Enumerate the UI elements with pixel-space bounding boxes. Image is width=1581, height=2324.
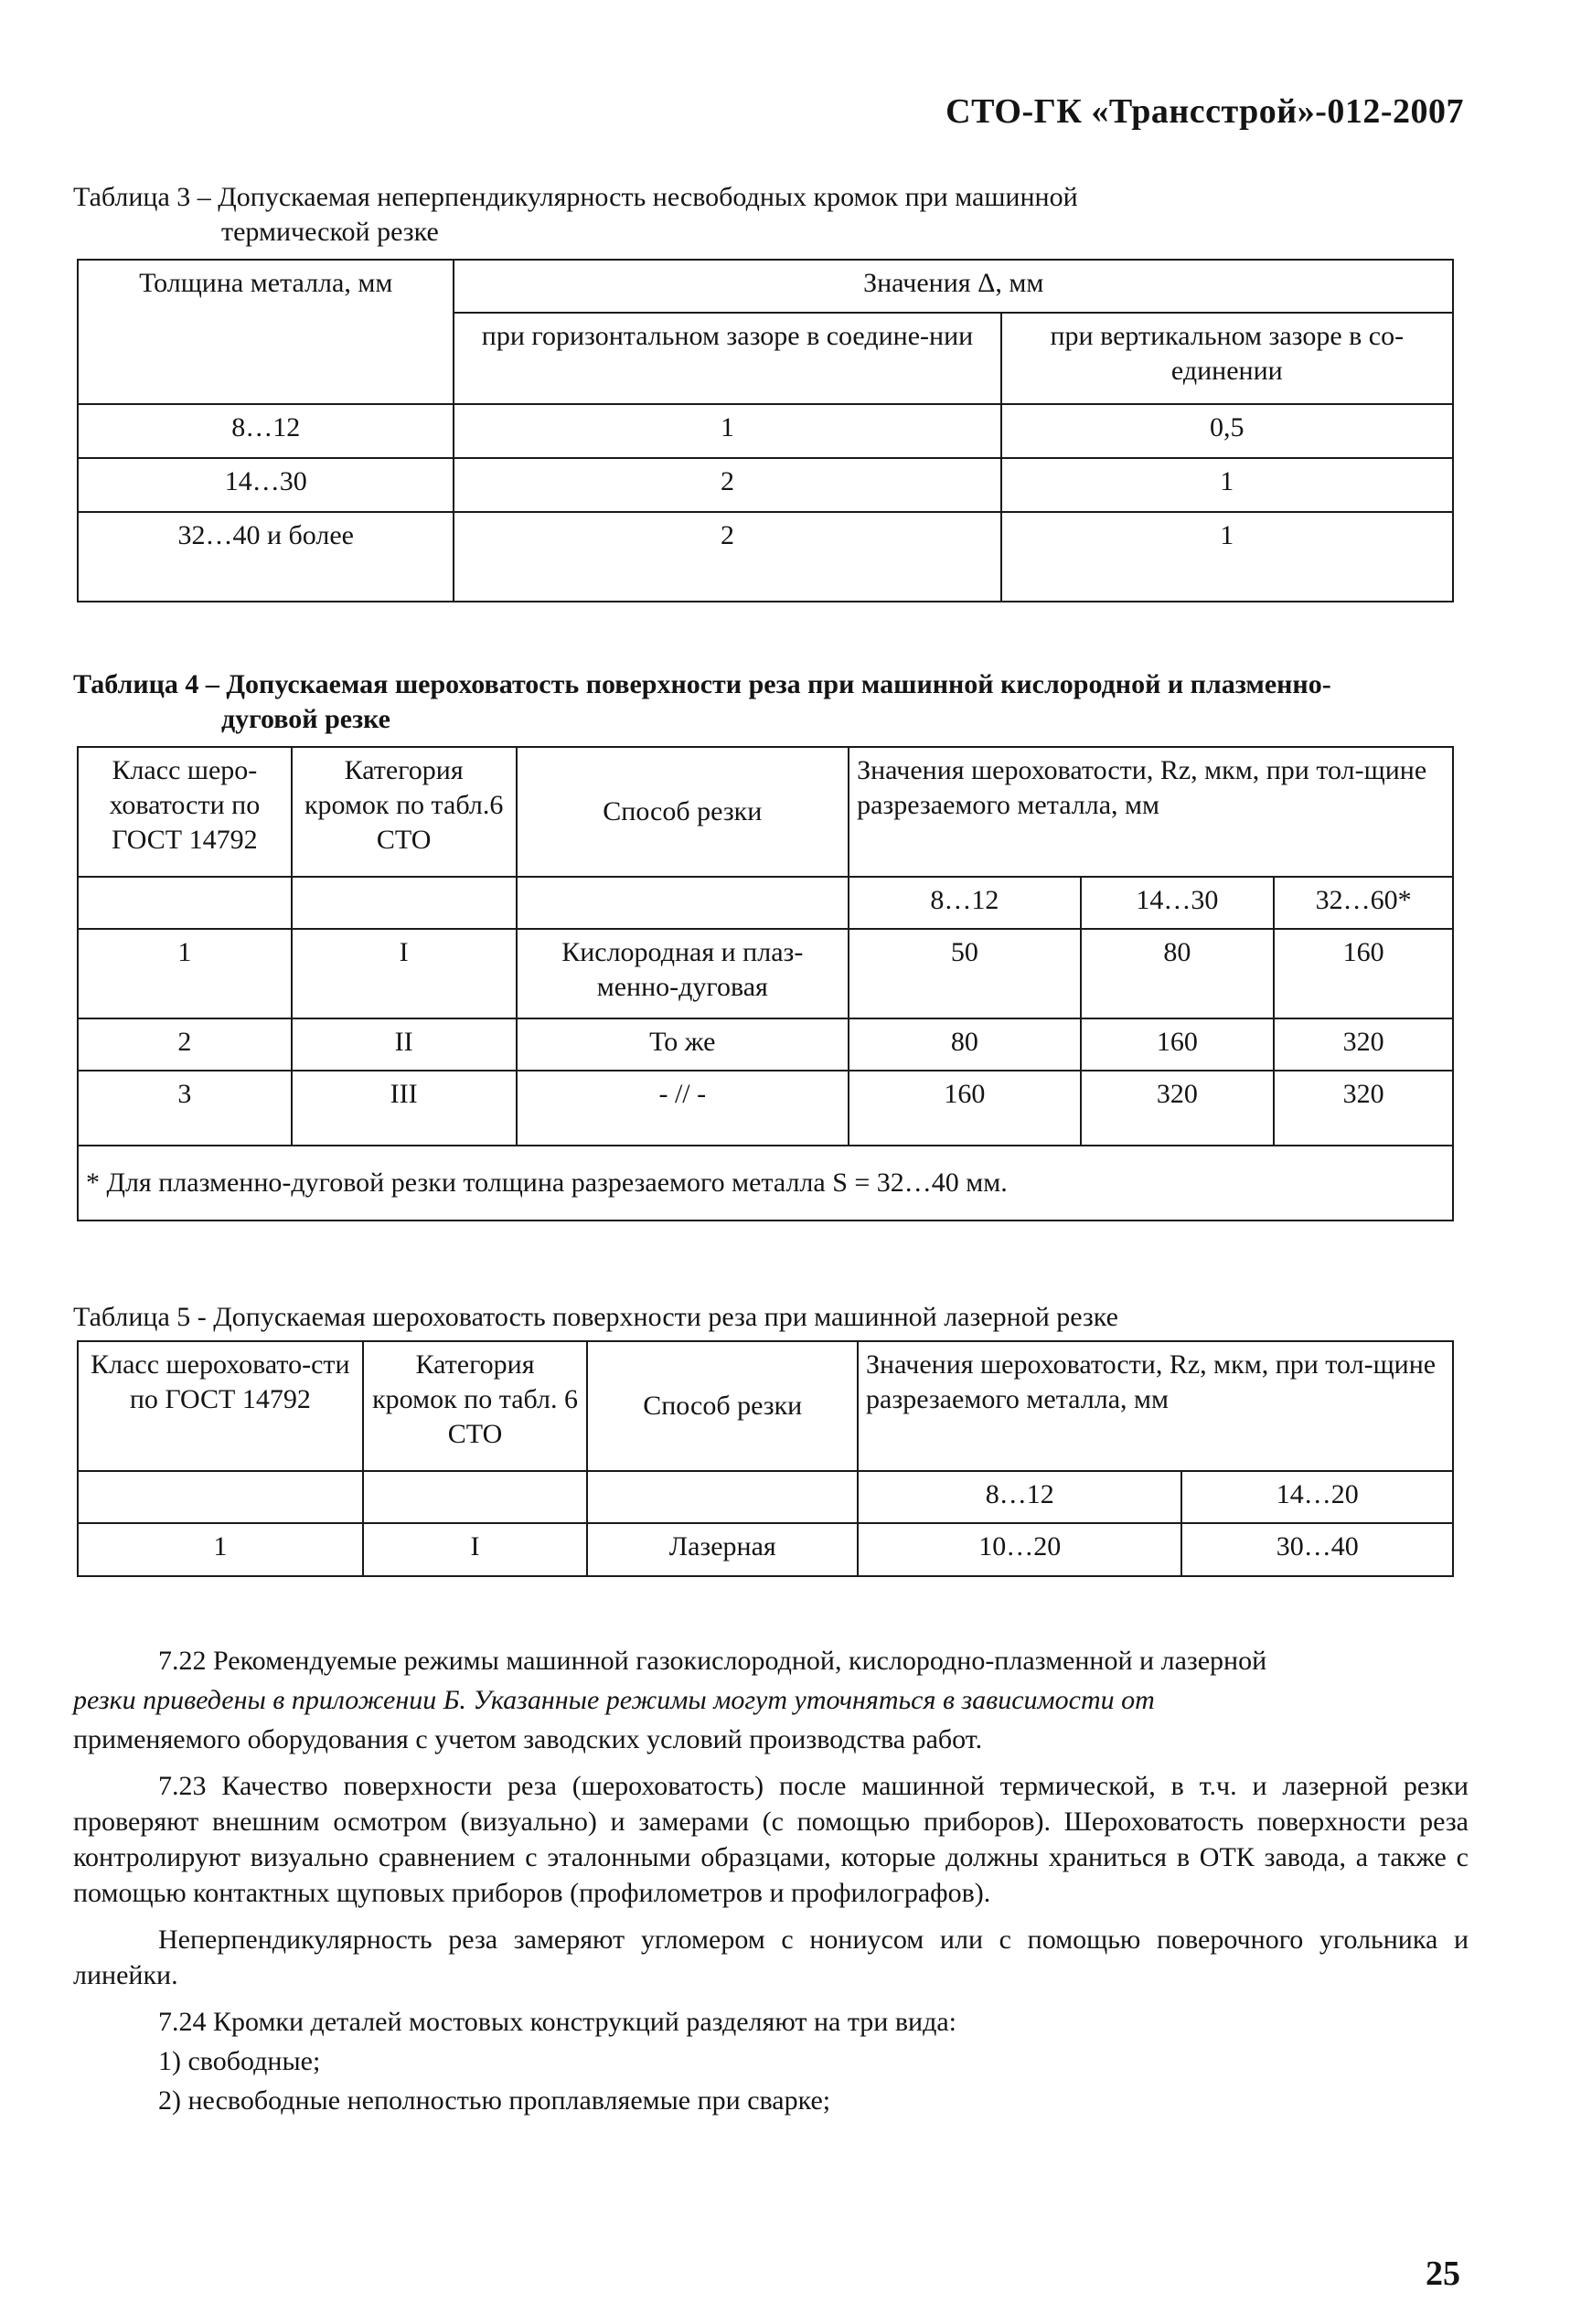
table4 — [77, 746, 1454, 1221]
table-row — [78, 404, 1453, 458]
table3-cell: 2 — [454, 512, 1000, 602]
table4-cell: II — [292, 1018, 517, 1071]
table5-head-category: Категория кромок по табл. 6 СТО — [363, 1341, 588, 1471]
paragraph-7-24: 7.24 Кромки деталей мостовых конструкций разделяют на три вида: — [158, 2007, 956, 2037]
table4-caption-line1: Таблица 4 – Допускаемая шероховатость поверхности реза при машинной кислородной и плазменно- — [73, 669, 1331, 699]
table4-cell: 160 — [1081, 1018, 1275, 1071]
paragraph-7-22-line1: 7.22 Рекомендуемые режимы машинной газокислородной, кислородно-плазменной и лазерной — [158, 1646, 1267, 1676]
table4-cell: 80 — [1081, 929, 1275, 1018]
table3-caption-line2: термической резке — [221, 217, 439, 247]
table4-head-category: Категория кромок по табл.6 СТО — [292, 747, 517, 877]
table4-cell: 1 — [78, 929, 292, 1018]
table3-caption — [73, 180, 1078, 250]
table5-empty-cell — [363, 1471, 588, 1523]
table3 — [77, 259, 1454, 602]
table4-range: 14…30 — [1081, 877, 1275, 929]
table4-cell: Кислородная и плаз-менно-дуговая — [517, 929, 849, 1018]
table-row — [78, 1018, 1453, 1071]
table5-empty-cell — [587, 1471, 858, 1523]
table5-cell: I — [363, 1523, 588, 1576]
paragraph-7-22-line2 — [73, 1682, 1469, 1718]
table4-empty-cell — [78, 877, 292, 929]
table4-cell: 320 — [1274, 1018, 1453, 1071]
table4-caption-line2: дуговой резке — [221, 704, 390, 734]
table5-cell: 30…40 — [1181, 1523, 1453, 1576]
table5-range: 8…12 — [858, 1471, 1181, 1523]
table4-cell: 2 — [78, 1018, 292, 1071]
table4-cell: 160 — [1274, 929, 1453, 1018]
table3-head-horizontal: при горизонтальном зазоре в соедине-нии — [454, 313, 1000, 404]
table5-caption: Таблица 5 - Допускаемая шероховатость поверхности реза при машинной лазерной резке — [73, 1302, 1118, 1332]
table4-empty-cell — [517, 877, 849, 929]
table-row — [78, 458, 1453, 512]
table4-cell: 320 — [1081, 1071, 1275, 1146]
table3-cell: 14…30 — [78, 458, 454, 512]
table5-head-values: Значения шероховатости, Rz, мкм, при тол-щине разрезаемого металла, мм — [858, 1341, 1453, 1471]
table3-head-thickness: Толщина металла, мм — [78, 260, 454, 404]
paragraph-7-23-perpendicularity: Неперпендикулярность реза замеряют угломером с нониусом или с помощью поверочного угольника и линейки. — [73, 1924, 1469, 1990]
table-row — [78, 929, 1453, 1018]
paragraph-7-23: 7.23 Качество поверхности реза (шероховатость) после машинной термической, в т.ч. и лазерной резки проверяют внешним осмотром (визуально) и замерами (с помощью приборов). Шероховатость поверхности реза контролируют визуально сравнением с эталонными образцами, которые должны храниться в ОТК завода, а также с помощью контактных щуповых приборов (профилометров и профилографов). — [73, 1771, 1469, 1908]
table4-cell: 80 — [849, 1018, 1081, 1071]
table3-cell: 8…12 — [78, 404, 454, 458]
table4-cell: I — [292, 929, 517, 1018]
table5-cell: 1 — [78, 1523, 363, 1576]
table5-head-method: Способ резки — [587, 1341, 858, 1471]
table4-cell: - // - — [517, 1071, 849, 1146]
paragraph-7-22-line3: применяемого оборудования с учетом заводских условий производства работ. — [73, 1724, 983, 1754]
table-row — [78, 1523, 1453, 1576]
table5-cell: Лазерная — [587, 1523, 858, 1576]
table4-caption — [73, 667, 1331, 737]
table4-head-class: Класс шеро-ховатости по ГОСТ 14792 — [78, 747, 292, 877]
table4-head-method: Способ резки — [517, 747, 849, 877]
table3-caption-line1: Таблица 3 – Допускаемая неперпендикулярность несвободных кромок при машинной — [73, 182, 1078, 212]
table-row — [78, 512, 1453, 602]
body-text — [73, 1643, 1469, 2122]
paragraph-7-22-italic: резки приведены в приложении Б. Указанные режимы могут уточняться в зависимости от — [73, 1685, 1155, 1715]
table4-cell: 3 — [78, 1071, 292, 1146]
table3-cell: 1 — [1001, 458, 1453, 512]
table4-empty-cell — [292, 877, 517, 929]
table3-cell: 32…40 и более — [78, 512, 454, 602]
table3-head-values: Значения Δ, мм — [454, 260, 1453, 313]
table4-footnote: * Для плазменно-дуговой резки толщина разрезаемого металла S = 32…40 мм. — [78, 1146, 1453, 1221]
table4-cell: То же — [517, 1018, 849, 1071]
table4-range: 8…12 — [849, 877, 1081, 929]
table5-empty-cell — [78, 1471, 363, 1523]
table4-cell: III — [292, 1071, 517, 1146]
table-row — [78, 1071, 1453, 1146]
page-number: 25 — [1426, 2255, 1460, 2293]
table4-head-values: Значения шероховатости, Rz, мкм, при тол-щине разрезаемого металла, мм — [849, 747, 1453, 877]
document-header: СТО-ГК «Трансстрой»-012-2007 — [945, 92, 1464, 131]
table4-cell: 160 — [849, 1071, 1081, 1146]
list-item: 2) несвободные неполностью проплавляемые при сварке; — [158, 2085, 831, 2116]
table3-cell: 1 — [454, 404, 1000, 458]
table5-range: 14…20 — [1181, 1471, 1453, 1523]
table3-head-vertical: при вертикальном зазоре в со-единении — [1001, 313, 1453, 404]
table5 — [77, 1340, 1454, 1577]
table4-cell: 320 — [1274, 1071, 1453, 1146]
table4-cell: 50 — [849, 929, 1081, 1018]
table3-cell: 0,5 — [1001, 404, 1453, 458]
table5-head-class: Класс шероховато-сти по ГОСТ 14792 — [78, 1341, 363, 1471]
list-item: 1) свободные; — [158, 2046, 321, 2076]
table4-range: 32…60* — [1274, 877, 1453, 929]
table5-cell: 10…20 — [858, 1523, 1181, 1576]
table3-cell: 1 — [1001, 512, 1453, 602]
table3-cell: 2 — [454, 458, 1000, 512]
